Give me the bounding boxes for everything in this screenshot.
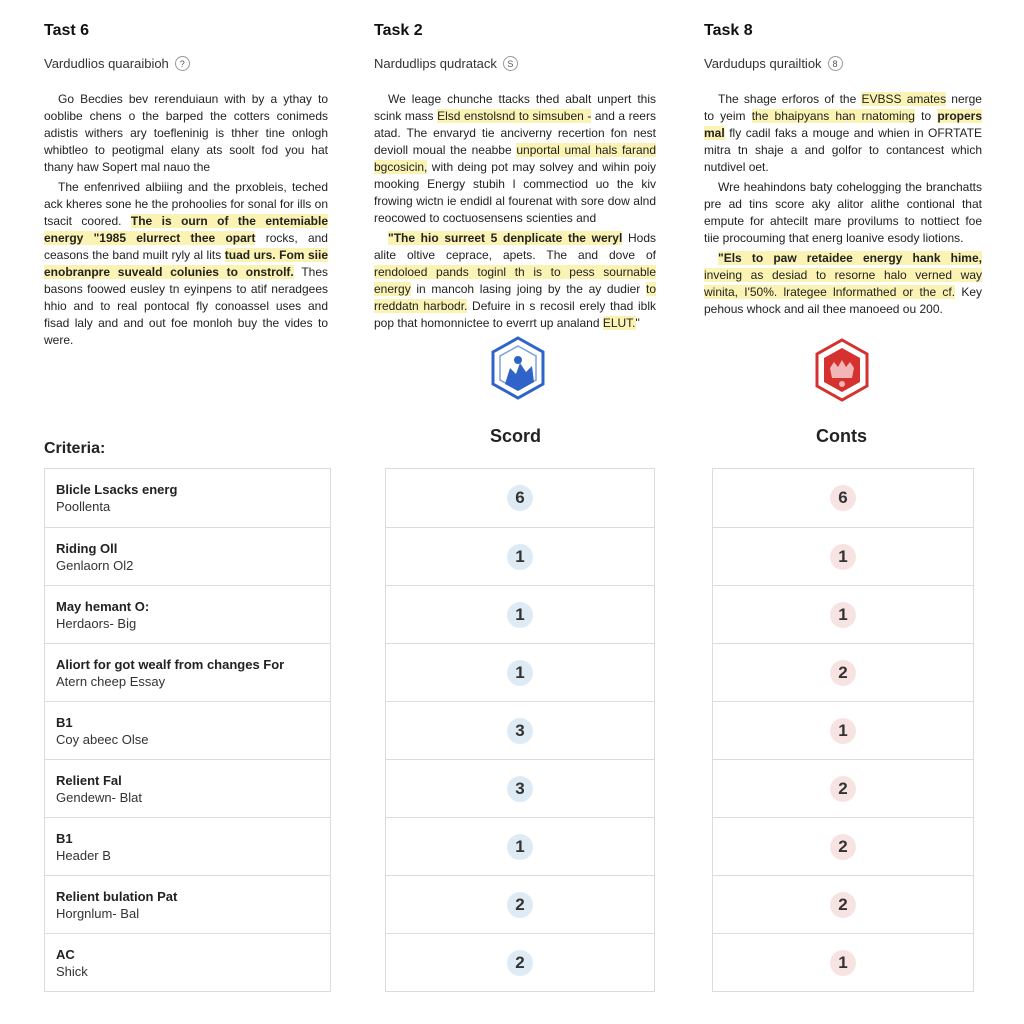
passage-paragraph	[704, 91, 982, 176]
passage-text: nerge to yeim	[704, 92, 982, 123]
conts-row	[713, 875, 973, 933]
score-row	[386, 643, 654, 701]
passage-text: and a reers atad. The envaryd tie anciverny recertion fon nest devioll moual the neabbe	[374, 109, 656, 157]
criteria-subtitle: Header B	[56, 847, 111, 863]
score-row	[386, 527, 654, 585]
score-row	[386, 817, 654, 875]
criteria-name: Riding Oll	[56, 540, 118, 556]
score-value: 6	[507, 485, 533, 511]
task-subtitle: Nardudlips qudratack	[374, 56, 497, 71]
score-row	[386, 875, 654, 933]
score-value: 1	[507, 834, 533, 860]
score-row	[386, 701, 654, 759]
task-subtitle-row	[704, 56, 982, 71]
score-value: 3	[507, 776, 533, 802]
conts-row	[713, 817, 973, 875]
passage-text: Hods alite oltive ceprace, apets. The and dove of	[374, 231, 656, 262]
conts-row	[713, 701, 973, 759]
score-value: 2	[507, 892, 533, 918]
conts-row	[713, 759, 973, 817]
passage-text: We leage chunche ttacks thed abalt unpert this scink mass	[374, 92, 656, 123]
conts-row	[713, 585, 973, 643]
conts-value: 2	[830, 660, 856, 686]
passage-paragraph	[44, 179, 328, 349]
conts-row	[713, 469, 973, 527]
task-passage	[44, 91, 328, 349]
highlighted-text: propers mal	[704, 109, 982, 140]
conts-value: 2	[830, 892, 856, 918]
criteria-row	[45, 701, 330, 759]
criteria-row	[45, 527, 330, 585]
info-icon[interactable]: 8	[828, 56, 843, 71]
task-8-panel	[704, 22, 982, 321]
conts-row	[713, 643, 973, 701]
conts-table	[712, 468, 974, 992]
passage-text: to	[914, 109, 938, 123]
passage-text: fly cadil faks a mouge and whien in OFRTATE mitra tn shaje a and golfor to contancest which nutdivel oet.	[704, 126, 982, 174]
conts-row	[713, 933, 973, 991]
passage-text: with deing pot may solvey and wihin poiy mooking Energy stubih l commectiod uo the kiv frowing wictn ie endidl al fourenat with sore dow alnd reocowed to coctuosensens scienties and	[374, 160, 656, 225]
score-row	[386, 469, 654, 527]
passage-paragraph	[374, 230, 656, 332]
criteria-row	[45, 585, 330, 643]
conts-value: 1	[830, 950, 856, 976]
highlighted-text: rendoloed pands toginl th is to pess sournable energy	[374, 265, 656, 296]
conts-value: 1	[830, 544, 856, 570]
criteria-name: Relient bulation Pat	[56, 888, 178, 904]
criteria-name: Blicle Lsacks energ	[56, 482, 178, 497]
criteria-row	[45, 933, 330, 991]
score-value: 2	[507, 950, 533, 976]
criteria-row	[45, 759, 330, 817]
highlighted-text: unportal umal hals farand bgcosicin,	[374, 143, 656, 174]
conts-value: 1	[830, 602, 856, 628]
task-passage	[374, 91, 656, 332]
conts-value: 1	[830, 718, 856, 744]
criteria-table	[44, 468, 331, 992]
criteria-subtitle: Poollenta	[56, 499, 111, 514]
passage-text: rocks, and ceasons the band muilt ryly al lits	[44, 231, 328, 262]
passage-text: Go Becdies bev rerenduiaun with by a ythay to ooblibe chens o the barped the cotters conimeds adistis withers ary toefleninig is thher tine onlogh whibtleo to peotigmal elany ats soolt fod you hat thany haw Sopert mal nauo the	[44, 92, 328, 174]
task-title: Task 2	[374, 22, 423, 39]
conts-value: 2	[830, 776, 856, 802]
highlighted-text: the bhaipyans han rnatoming	[751, 109, 915, 123]
conts-value: 2	[830, 834, 856, 860]
passage-text: Defuire in s recosil erely thad iblk pop that homonnictee to everrt up analand	[374, 299, 656, 330]
criteria-name: B1	[56, 830, 73, 846]
passage-text: The enfenrived albiiing and the prxobleis, teched ack kheres sone he the prohoolies for sonal for ills on tsacit coored.	[44, 180, 328, 228]
criteria-subtitle: Herdaors- Big	[56, 615, 137, 631]
highlighted-text: EVBSS amates	[861, 92, 947, 106]
criteria-row	[45, 875, 330, 933]
passage-text: The shage erforos of the	[718, 92, 862, 106]
criteria-subtitle: Horgnlum- Bal	[56, 905, 140, 921]
score-value: 3	[507, 718, 533, 744]
passage-paragraph	[704, 250, 982, 318]
task-subtitle: Vardudups qurailtiok	[704, 56, 822, 71]
criteria-name: Relient Fal	[56, 772, 122, 788]
passage-paragraph	[374, 91, 656, 227]
task-title: Tast 6	[44, 22, 90, 39]
info-icon[interactable]: S	[503, 56, 518, 71]
task-title: Task 8	[704, 22, 753, 39]
task-2-panel	[374, 22, 656, 335]
criteria-subtitle: Shick	[56, 963, 88, 979]
blue-hexagon-badge-icon	[490, 336, 546, 400]
score-row	[386, 759, 654, 817]
task-passage	[704, 91, 982, 318]
info-icon[interactable]: ?	[175, 56, 190, 71]
passage-text: Wre heahindons baty cohelogging the branchatts pre ad tins score aky alitor alithe contional that empute for ahtecilt mare provilums to nottiect foe tiie procouming that energ loanive esody liotions.	[704, 180, 982, 245]
criteria-row	[45, 817, 330, 875]
criteria-row	[45, 469, 330, 527]
score-row	[386, 933, 654, 991]
highlighted-text: "Els to paw retaidee energy hank hime,	[718, 251, 982, 265]
score-row	[386, 585, 654, 643]
highlighted-text: Elsd enstolsnd to simsuben -	[437, 109, 592, 123]
criteria-subtitle: Coy abeec Olse	[56, 731, 149, 747]
criteria-name: B1	[56, 714, 73, 730]
highlighted-text: "The hio surreet 5 denplicate the weryl	[388, 231, 623, 245]
passage-text: "	[635, 316, 640, 330]
score-value: 1	[507, 544, 533, 570]
highlighted-text: The is ourn of the entemiable energy "1985 elurrect thee opart	[44, 214, 329, 245]
score-value: 1	[507, 660, 533, 686]
criteria-name: AC	[56, 946, 75, 962]
criteria-subtitle: Atern cheep Essay	[56, 673, 166, 689]
conts-row	[713, 527, 973, 585]
criteria-header: Criteria:	[44, 440, 106, 457]
passage-text: Thes basons foowed eusley tn eyinpens to atif neradgees hhio and to real pontocal fly conoassel uses and fisad laly and and out foe monloh buy the vides to were.	[44, 265, 328, 347]
task-subtitle-row	[374, 56, 656, 71]
highlighted-text: to rreddatn harbodr.	[374, 282, 656, 313]
conts-value: 6	[830, 485, 856, 511]
conts-column-header: Conts	[816, 426, 867, 446]
passage-text: in mancoh lasing joing by the ay dudier	[410, 282, 646, 296]
highlighted-text: tuad urs. Fom siie enobranpre suveald colunies to onstrolf.	[44, 248, 329, 279]
score-table	[385, 468, 655, 992]
red-hexagon-badge-icon	[814, 338, 870, 402]
task-subtitle: Vardudlios quaraibioh	[44, 56, 169, 71]
highlighted-text: inveing as desiad to resorne halo verned way winita, I'50%. lrategee lnformathed or the cf.	[704, 268, 982, 299]
highlighted-text: ELUT.	[602, 316, 636, 330]
task-subtitle-row	[44, 56, 328, 71]
score-value: 1	[507, 602, 533, 628]
task-6-panel	[44, 22, 328, 352]
passage-paragraph	[704, 179, 982, 247]
score-column-header: Scord	[490, 426, 542, 446]
criteria-name: May hemant O:	[56, 598, 150, 614]
passage-text: Key pehous whock and ail thee manoeed ou 200.	[704, 285, 982, 316]
criteria-row	[45, 643, 330, 701]
criteria-name: Aliort for got wealf from changes For	[56, 656, 285, 672]
criteria-subtitle: Gendewn- Blat	[56, 789, 142, 805]
passage-paragraph	[44, 91, 328, 176]
criteria-subtitle: Genlaorn Ol2	[56, 557, 134, 573]
